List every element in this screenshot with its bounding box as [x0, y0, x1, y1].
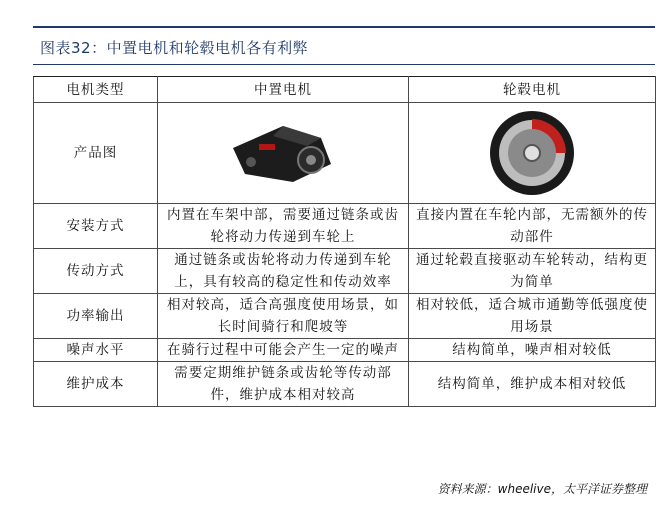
table-row [34, 249, 656, 294]
mid-motor-cell: 在骑行过程中可能会产生一定的噪声 [158, 339, 409, 362]
mid-motor-cell: 需要定期维护链条或齿轮等传动部件，维护成本相对较高 [158, 362, 409, 407]
row-label: 维护成本 [34, 362, 158, 407]
hub-motor-icon [487, 108, 577, 198]
product-image-row [34, 103, 656, 204]
hub-motor-image [409, 103, 656, 204]
row-label: 安装方式 [34, 204, 158, 249]
hub-motor-cell: 结构简单，噪声相对较低 [409, 339, 656, 362]
table-row [34, 362, 656, 407]
source-note: 资料来源：wheelive，太平洋证券整理 [437, 482, 647, 496]
mid-motor-cell: 内置在车架中部，需要通过链条或齿轮将动力传递到车轮上 [158, 204, 409, 249]
title-rule [33, 64, 655, 65]
mid-motor-icon [223, 118, 343, 188]
hub-motor-cell: 结构简单，维护成本相对较低 [409, 362, 656, 407]
table-row [34, 339, 656, 362]
table-row [34, 204, 656, 249]
header-mid-motor: 中置电机 [158, 77, 409, 103]
hub-motor-cell: 通过轮毂直接驱动车轮转动，结构更为简单 [409, 249, 656, 294]
figure-title: 图表32：中置电机和轮毂电机各有利弊 [40, 39, 309, 57]
row-label: 噪声水平 [34, 339, 158, 362]
row-label: 传动方式 [34, 249, 158, 294]
header-hub-motor: 轮毂电机 [409, 77, 656, 103]
row-label: 功率输出 [34, 294, 158, 339]
mid-motor-cell: 相对较高，适合高强度使用场景，如长时间骑行和爬坡等 [158, 294, 409, 339]
hub-motor-cell: 相对较低，适合城市通勤等低强度使用场景 [409, 294, 656, 339]
table-row [34, 294, 656, 339]
product-image-label: 产品图 [34, 103, 158, 204]
mid-motor-cell: 通过链条或齿轮将动力传递到车轮上，具有较高的稳定性和传动效率 [158, 249, 409, 294]
hub-motor-cell: 直接内置在车轮内部，无需额外的传动部件 [409, 204, 656, 249]
mid-motor-image [158, 103, 409, 204]
comparison-table [33, 76, 656, 407]
header-row [34, 77, 656, 103]
header-motor-type: 电机类型 [34, 77, 158, 103]
top-rule [33, 26, 655, 28]
